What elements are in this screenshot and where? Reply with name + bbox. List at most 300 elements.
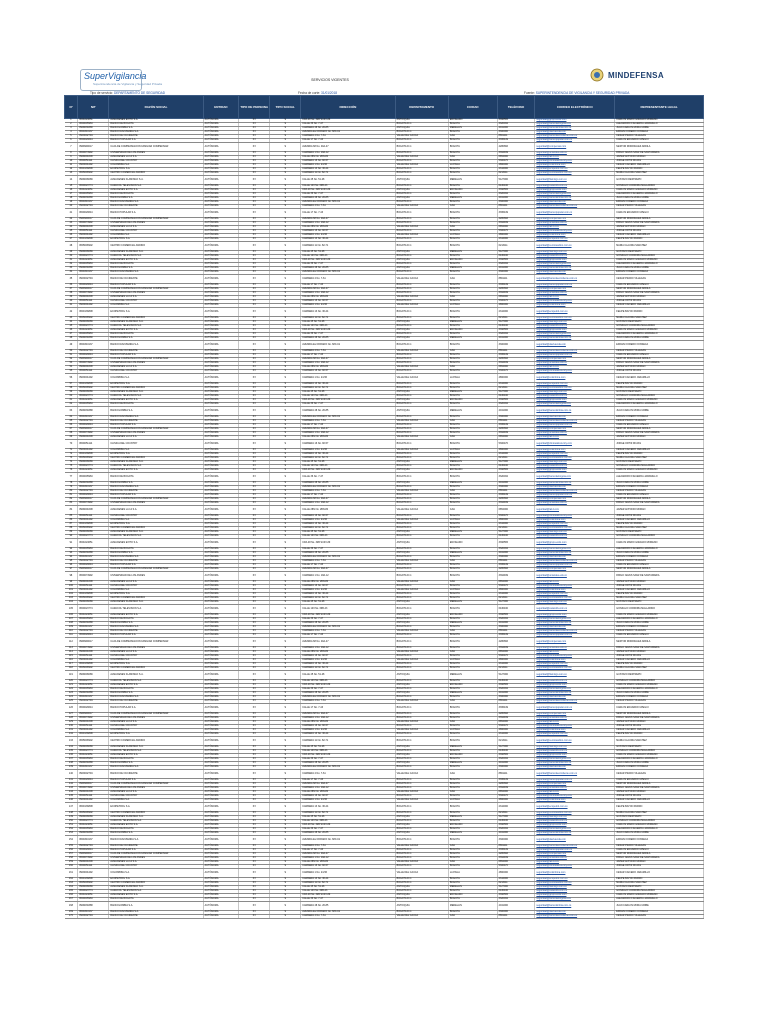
table-cell: AUTÓNOMA	[203, 754, 239, 758]
table-cell: seguridad@bancopopular.com.co	[535, 849, 615, 853]
table-cell: 8903001292	[78, 304, 109, 308]
table-cell: seguridad@bancopopular.com.co	[535, 564, 615, 568]
table-cell: PJ	[239, 486, 270, 490]
table-cell: seguridad@compensar.com	[535, 638, 615, 647]
table-cell: 8903002794	[78, 275, 109, 284]
table-cell: seguridad@bancodeoccidente.com.co	[535, 420, 615, 424]
table-cell: CALLE 17 No. 7-43	[301, 209, 395, 218]
table-cell: JAVIER ANTONIO MORAN	[615, 506, 704, 515]
table-cell: CALLE 17 No. 7-43	[301, 424, 395, 428]
table-cell: BOGOTA D.C.	[395, 857, 448, 861]
table-cell: BOGOTA	[448, 572, 497, 581]
table-cell: BOGOTA D.C.	[395, 737, 448, 746]
table-cell: JUAN CARLOS MORA URIBE	[615, 127, 704, 131]
table-cell: seguridad@compensar.com	[535, 288, 615, 292]
table-cell: AUTÓNOMA	[203, 337, 239, 341]
table-cell: seguridad@flamingo.com.co	[535, 391, 615, 395]
table-cell: JUAN CARLOS MORA URIBE	[615, 552, 704, 556]
table-cell: AUTÓNOMA	[203, 387, 239, 391]
table-cell: 8600005963	[78, 473, 109, 482]
table-cell: 8861111	[497, 560, 535, 564]
table-cell: CLINICA DEL COUNTRY	[109, 585, 203, 589]
table-cell: AUTÓNOMA	[203, 911, 239, 915]
table-cell: CESAR PRADO VILLEGAS	[615, 275, 704, 284]
table-cell: EFRAIN FORERO FONSECA	[615, 201, 704, 205]
table-cell: CARRERA 4 No. 7-61	[301, 915, 395, 919]
table-cell: CRA 48 No. 32B SUR 139	[301, 399, 395, 403]
table-cell: S	[270, 783, 301, 787]
table-cell: 6213111	[497, 812, 535, 816]
table-cell: 3394949	[497, 222, 535, 226]
table-cell: BOGOTA D.C.	[395, 325, 448, 329]
table-cell: 3395449	[497, 354, 535, 358]
table-cell: S	[270, 308, 301, 317]
table-cell: CARRERA 11 No. 82-71	[301, 457, 395, 461]
table-cell: seguridad@compensar.com	[535, 428, 615, 432]
table-cell: AUTÓNOMA	[203, 861, 239, 865]
table-cell: 3320032	[497, 828, 535, 832]
table-cell: seguridad@centroandino.com.co	[535, 737, 615, 746]
table-cell: 90	[65, 535, 78, 539]
table-cell: CARRERA 13 No. 36-24	[301, 878, 395, 882]
table-cell: 152	[65, 828, 78, 832]
table-cell: AUTÓNOMA	[203, 746, 239, 750]
table-cell: 136	[65, 754, 78, 758]
table-cell: seguridad@la14.com	[535, 436, 615, 440]
table-cell: BANCO DE BOGOTA	[109, 193, 203, 197]
table-cell: S	[270, 622, 301, 626]
table-cell: seguridad@flamingo.com.co	[535, 886, 615, 890]
table-cell: ALMACENES FLAMINGO S.A.	[109, 531, 203, 535]
table-cell: 33	[65, 267, 78, 271]
table-cell: LA PAILA	[448, 729, 497, 733]
table-cell: CARLOS MARIO GIRALDO MORENO	[615, 539, 704, 548]
table-cell: VALLE DEL CAUCA	[395, 350, 448, 354]
table-cell: ANTIOQUIA	[395, 754, 448, 758]
table-cell: ALMACENES FLAMINGO S.A.	[109, 321, 203, 325]
table-cell: CALLE 45 No. 51-28	[301, 886, 395, 890]
table-cell: AUTÓNOMA	[203, 218, 239, 222]
table-cell: BOGOTA	[448, 853, 497, 857]
table-cell: ANTIOQUIA	[395, 684, 448, 688]
table-cell: 38	[65, 292, 78, 296]
table-cell: PJ	[239, 127, 270, 131]
table-cell: 146	[65, 799, 78, 803]
table-cell: PJ	[239, 168, 270, 172]
table-cell: PJ	[239, 754, 270, 758]
table-cell: PJ	[239, 548, 270, 552]
table-cell: FELIPE BAYON PARDO	[615, 878, 704, 882]
table-cell: BOGOTA D.C.	[395, 605, 448, 614]
table-cell: AUTÓNOMA	[203, 440, 239, 449]
table-cell: S	[270, 556, 301, 560]
table-cell: 2344000	[497, 523, 535, 527]
table-cell: BANCO DAVIVIENDA S.A.	[109, 911, 203, 915]
table-cell: BOGOTA	[448, 486, 497, 490]
table-cell: 19	[65, 201, 78, 205]
table-cell: BOGOTA	[448, 271, 497, 275]
table-cell: BANCOLOMBIA S.A.	[109, 482, 203, 486]
table-cell: BOGOTA	[448, 218, 497, 222]
table-cell: AUTÓNOMA	[203, 131, 239, 135]
table-cell: UNIVERSIDAD DE LOS ANDES	[109, 647, 203, 651]
table-cell: CARRERA 11 No. 82-71	[301, 667, 395, 671]
table-cell: 133	[65, 737, 78, 746]
table-cell: CARRERA 11 No. 82-71	[301, 242, 395, 251]
table-cell: seguridad@davivienda.com	[535, 201, 615, 205]
table-cell: S	[270, 700, 301, 704]
table-cell: COLOMBINA S.A.	[109, 449, 203, 453]
table-cell: NESTOR RODRIGUEZ ARDILA	[615, 143, 704, 152]
table-cell: CARLOS MARIO GIRALDO MORENO	[615, 399, 704, 403]
table-cell: BANCO DE BOGOTA	[109, 123, 203, 127]
table-cell: 34	[65, 271, 78, 275]
table-cell: BOGOTA D.C.	[395, 218, 448, 222]
table-cell: 3300000	[497, 341, 535, 350]
table-cell: BOGOTA	[448, 160, 497, 164]
table-cell: BOGOTA D.C.	[395, 779, 448, 783]
table-cell: BANCO POPULAR S.A.	[109, 704, 203, 713]
table-cell: EFRAIN FORERO FONSECA	[615, 341, 704, 350]
table-cell: VALLE DEL CAUCA	[395, 791, 448, 795]
table-cell: CARLOS EDUARDO UPEGUI	[615, 564, 704, 568]
services-table	[64, 95, 704, 919]
table-cell: BOGOTA D.C.	[395, 717, 448, 721]
table-cell: ENVIGADO	[448, 329, 497, 333]
table-cell: CALI	[448, 350, 497, 354]
table-cell: CALLE 45 No. 51-28	[301, 601, 395, 605]
table-cell: CALLE 103 No. 69B-43	[301, 605, 395, 614]
table-cell: CESAR CAICEDO JARAMILLO	[615, 659, 704, 663]
table-cell: S	[270, 172, 301, 176]
table-cell: ALMACENES EXITO S.A.	[109, 119, 203, 123]
table-cell: CESAR PRADO VILLEGAS	[615, 560, 704, 564]
table-cell: VALLE DEL CAUCA	[395, 275, 448, 284]
table-cell: 8600029644	[78, 284, 109, 288]
table-cell: CARACOL TELEVISION S.A.	[109, 465, 203, 469]
table-cell: 8909001608	[78, 436, 109, 440]
table-cell: 164	[65, 886, 78, 890]
table-cell: PJ	[239, 898, 270, 902]
table-cell: ANTIOQUIA	[395, 886, 448, 890]
table-cell: UNIVERSIDAD DE LOS ANDES	[109, 572, 203, 581]
table-cell: 8999990017	[78, 713, 109, 717]
table-cell: 8600343137	[78, 836, 109, 845]
table-cell: 22	[65, 218, 78, 222]
table-cell: AUTÓNOMA	[203, 436, 239, 440]
table-cell: CRA 48 No. 32B SUR 139	[301, 539, 395, 548]
table-cell: CLINICA DEL COUNTRY	[109, 440, 203, 449]
table-cell: CENTRO COMERCIAL ANDINO	[109, 242, 203, 251]
table-cell: ECOPETROL S.A.	[109, 453, 203, 457]
table-cell: CENTRO COMERCIAL ANDINO	[109, 882, 203, 886]
table-cell: VALLE DEL CAUCA	[395, 205, 448, 209]
table-cell: 3394949	[497, 362, 535, 366]
table-cell: AVENIDA EL DORADO No. 68C-61	[301, 836, 395, 845]
table-cell: CARRERA 13 No. 36-24	[301, 168, 395, 172]
table-cell: PJ	[239, 890, 270, 894]
table-cell: AUTÓNOMA	[203, 667, 239, 671]
table-cell: BOGOTA D.C.	[395, 453, 448, 457]
table-cell: BOGOTA	[448, 143, 497, 152]
table-cell: 8909001608	[78, 581, 109, 585]
table-cell: ALMACENES FLAMINGO S.A.	[109, 886, 203, 890]
table-cell: S	[270, 585, 301, 589]
table-cell: MARIA CLAUDIA SANCHEZ	[615, 667, 704, 671]
table-cell: 6854000	[497, 721, 535, 725]
table-cell: seguridad@bancodebogota.com	[535, 193, 615, 197]
table-cell: AVENIDA 68 No. 49A-47	[301, 783, 395, 787]
table-row	[65, 572, 704, 581]
table-cell: BOGOTA D.C.	[395, 201, 448, 205]
table-cell: PJ	[239, 143, 270, 152]
table-cell: BOGOTA	[448, 403, 497, 407]
table-cell: 97	[65, 568, 78, 572]
table-cell: BANCO POPULAR S.A.	[109, 209, 203, 218]
table-cell: 2344000	[497, 383, 535, 387]
table-cell: ALEJANDRO FIGUEROA JARAMILLO	[615, 333, 704, 337]
table-row	[65, 605, 704, 614]
table-cell: BANCO DAVIVIENDA S.A.	[109, 626, 203, 630]
table-cell: BOGOTA D.C.	[395, 168, 448, 172]
table-cell: BOGOTA	[448, 358, 497, 362]
table-cell: AUTÓNOMA	[203, 139, 239, 143]
table-cell: 8600023774	[78, 605, 109, 614]
table-cell: 4860000	[497, 234, 535, 238]
table-cell: 4280666	[497, 568, 535, 572]
coat-of-arms-icon	[590, 68, 604, 82]
table-cell: ANTIOQUIA	[395, 189, 448, 193]
table-cell: BOGOTA	[448, 882, 497, 886]
table-cell: FELIPE BAYON PARDO	[615, 168, 704, 172]
table-cell: seguridad@centroandino.com.co	[535, 597, 615, 601]
table-cell: AVENIDA EL DORADO No. 68C-61	[301, 271, 395, 275]
table-cell: 6854000	[497, 506, 535, 515]
table-cell: AUTÓNOMA	[203, 263, 239, 267]
table-cell: AVENIDA EL DORADO No. 68C-61	[301, 696, 395, 700]
table-cell: CRA 48 No. 32B SUR 139	[301, 614, 395, 618]
table-cell: PJ	[239, 849, 270, 853]
table-cell: seguridad@davivienda.com	[535, 626, 615, 630]
table-cell: BANCO DAVIVIENDA S.A.	[109, 416, 203, 420]
table-cell: 156	[65, 849, 78, 853]
table-cell: MEDELLIN	[448, 762, 497, 766]
table-cell: BOGOTA	[448, 255, 497, 259]
table-cell: CALLE 28N No. 2BN-80	[301, 861, 395, 865]
table-cell: MARIA CLAUDIA SANCHEZ	[615, 387, 704, 391]
table-cell: seguridad@davivienda.com	[535, 486, 615, 490]
table-cell: CALLE 103 No. 69B-43	[301, 465, 395, 469]
table-cell: S	[270, 593, 301, 597]
table-cell: 53	[65, 362, 78, 366]
table-cell: 100	[65, 585, 78, 589]
table-cell: ANTIOQUIA	[395, 482, 448, 486]
services-table-wrapper	[64, 95, 704, 918]
table-cell: seguridad@centroandino.com.co	[535, 667, 615, 671]
table-cell: 8600029644	[78, 704, 109, 713]
table-cell: BANCO DE BOGOTA	[109, 548, 203, 552]
table-cell: AUTÓNOMA	[203, 395, 239, 399]
table-cell: seguridad@colombina.com	[535, 449, 615, 453]
table-cell: PJ	[239, 878, 270, 882]
table-cell: AUTÓNOMA	[203, 787, 239, 791]
table-cell: CAJA DE COMPENSACION FAMILIAR COMPENSAR	[109, 783, 203, 787]
table-cell: JAVIER ANTONIO MORAN	[615, 226, 704, 230]
table-cell: PABLO NAVAS SANZ DE SANTAMARIA	[615, 432, 704, 436]
table-cell: PJ	[239, 845, 270, 849]
table-cell: PJ	[239, 164, 270, 168]
table-row	[65, 902, 704, 911]
table-cell: BOGOTA D.C.	[395, 795, 448, 799]
table-cell: GONZALO CORDOBA MALLARINO	[615, 750, 704, 754]
table-cell: seguridad@davivienda.com	[535, 416, 615, 420]
table-cell: seguridad@compensar.com	[535, 783, 615, 787]
table-cell: ENVIGADO	[448, 754, 497, 758]
table-cell: S	[270, 696, 301, 700]
table-cell: 8600343137	[78, 131, 109, 135]
table-cell: CARRERA 13 No. 36-24	[301, 453, 395, 457]
table-cell: 50	[65, 350, 78, 354]
table-cell: CALLE 45 No. 51-28	[301, 671, 395, 680]
table-cell: seguridad@bancopopular.com.co	[535, 779, 615, 783]
table-cell: 9	[65, 156, 78, 160]
table-cell: ANTIOQUIA	[395, 329, 448, 333]
table-cell: BANCO DE BOGOTA	[109, 333, 203, 337]
table-cell: BOGOTA D.C.	[395, 564, 448, 568]
table-cell: GONZALO CORDOBA MALLARINO	[615, 465, 704, 469]
table-cell: PJ	[239, 535, 270, 539]
table-cell: AUTÓNOMA	[203, 523, 239, 527]
table-cell: JUAN CARLOS MORA URIBE	[615, 267, 704, 271]
table-cell: 8600051114	[78, 440, 109, 449]
table-cell: 75	[65, 465, 78, 469]
table-cell: S	[270, 506, 301, 515]
table-cell: BOGOTA D.C.	[395, 432, 448, 436]
table-cell: AUTÓNOMA	[203, 659, 239, 663]
table-cell: 6854000	[497, 436, 535, 440]
table-cell: CALI	[448, 490, 497, 494]
table-cell: S	[270, 465, 301, 469]
table-cell: S	[270, 725, 301, 729]
table-cell: seguridad@uniandes.edu.co	[535, 717, 615, 721]
table-cell: seguridad@bancolombia.com.co	[535, 832, 615, 836]
table-cell: seguridad@colombina.com	[535, 659, 615, 663]
table-cell: PJ	[239, 671, 270, 680]
table-cell: CALLE 103 No. 69B-43	[301, 680, 395, 684]
table-cell: 8861111	[497, 845, 535, 849]
table-cell: S	[270, 779, 301, 783]
table-cell: S	[270, 824, 301, 828]
table-cell: AUTÓNOMA	[203, 420, 239, 424]
table-cell: CAJA DE COMPENSACION FAMILIAR COMPENSAR	[109, 288, 203, 292]
table-cell: AUTÓNOMA	[203, 325, 239, 329]
table-cell: 3320032	[497, 758, 535, 762]
table-cell: MARIA CLAUDIA SANCHEZ	[615, 172, 704, 176]
table-cell: ALEJANDRO FIGUEROA JARAMILLO	[615, 263, 704, 267]
table-cell: PABLO NAVAS SANZ DE SANTAMARIA	[615, 362, 704, 366]
table-cell: COLOMBINA S.A.	[109, 519, 203, 523]
table-cell: seguridad@bancodeoccidente.com.co	[535, 915, 615, 919]
table-cell: NESTOR RODRIGUEZ ARDILA	[615, 288, 704, 292]
table-cell: UNIVERSIDAD DE LOS ANDES	[109, 222, 203, 226]
table-cell: BOGOTA D.C.	[395, 898, 448, 902]
table-cell: 8605006902	[78, 457, 109, 461]
table-cell: ALMACENES EXITO S.A.	[109, 329, 203, 333]
table-cell: ANTIOQUIA	[395, 816, 448, 820]
table-cell: 89	[65, 531, 78, 535]
table-cell: seguridad@bancopopular.com.co	[535, 284, 615, 288]
table-cell: seguridad@bancopopular.com.co	[535, 634, 615, 638]
table-cell: 130	[65, 725, 78, 729]
table-cell: CALLE 36 No. 7-47	[301, 618, 395, 622]
table-cell: VALLE DEL CAUCA	[395, 226, 448, 230]
table-cell: 8605006902	[78, 317, 109, 321]
table-cell: BOGOTA D.C.	[395, 185, 448, 189]
table-cell: JAVIER ANTONIO MORAN	[615, 366, 704, 370]
table-cell: S	[270, 663, 301, 667]
table-cell: AVENIDA 68 No. 49A-47	[301, 428, 395, 432]
table-cell: S	[270, 721, 301, 725]
table-cell: 37	[65, 288, 78, 292]
table-cell: S	[270, 374, 301, 383]
table-cell: BOGOTA	[448, 704, 497, 713]
table-cell: AUTÓNOMA	[203, 135, 239, 139]
table-cell: 5127000	[497, 746, 535, 750]
table-cell: ALMACENES EXITO S.A.	[109, 824, 203, 828]
table-cell: 8909039388	[78, 832, 109, 836]
table-cell: CARLOS MARIO GIRALDO MORENO	[615, 824, 704, 828]
table-cell: AUTÓNOMA	[203, 321, 239, 325]
table-cell: PJ	[239, 581, 270, 585]
table-cell: JAVIER ANTONIO MORAN	[615, 156, 704, 160]
table-cell: AUTÓNOMA	[203, 222, 239, 226]
table-cell: seguridad@bancodeoccidente.com.co	[535, 135, 615, 139]
table-cell: 8861111	[497, 630, 535, 634]
table-cell: CENTRO COMERCIAL ANDINO	[109, 737, 203, 746]
table-cell: S	[270, 502, 301, 506]
table-cell: 96	[65, 564, 78, 568]
table-cell: S	[270, 799, 301, 803]
table-cell: BOGOTA D.C.	[395, 911, 448, 915]
table-cell: AUTÓNOMA	[203, 618, 239, 622]
table-cell: ENVIGADO	[448, 539, 497, 548]
table-cell: VALLE DEL CAUCA	[395, 861, 448, 865]
table-cell: BOGOTA D.C.	[395, 783, 448, 787]
table-cell: S	[270, 816, 301, 820]
table-cell: S	[270, 552, 301, 556]
table-cell: BOGOTA	[448, 564, 497, 568]
table-cell: 8600343137	[78, 416, 109, 420]
table-cell: ANTIOQUIA	[395, 539, 448, 548]
table-cell: 8600005963	[78, 403, 109, 407]
table-cell: S	[270, 766, 301, 770]
table-cell: 8909006089	[78, 391, 109, 395]
table-cell: 8999990017	[78, 498, 109, 502]
document-title: SERVICIOS VIGENTES	[311, 78, 349, 82]
column-header: ENTIDAD	[203, 96, 239, 119]
table-cell: BANCO DE OCCIDENTE	[109, 700, 203, 704]
table-cell: BANCO DE OCCIDENTE	[109, 770, 203, 779]
table-cell: 142	[65, 783, 78, 787]
table-cell: S	[270, 383, 301, 387]
table-cell: 8909039388	[78, 127, 109, 131]
table-cell: CARRERA 4 No. 7-61	[301, 490, 395, 494]
table-cell: BOGOTA D.C.	[395, 428, 448, 432]
table-cell: PJ	[239, 156, 270, 160]
table-cell: PJ	[239, 812, 270, 816]
table-cell: S	[270, 436, 301, 440]
table-cell: 8999990017	[78, 143, 109, 152]
